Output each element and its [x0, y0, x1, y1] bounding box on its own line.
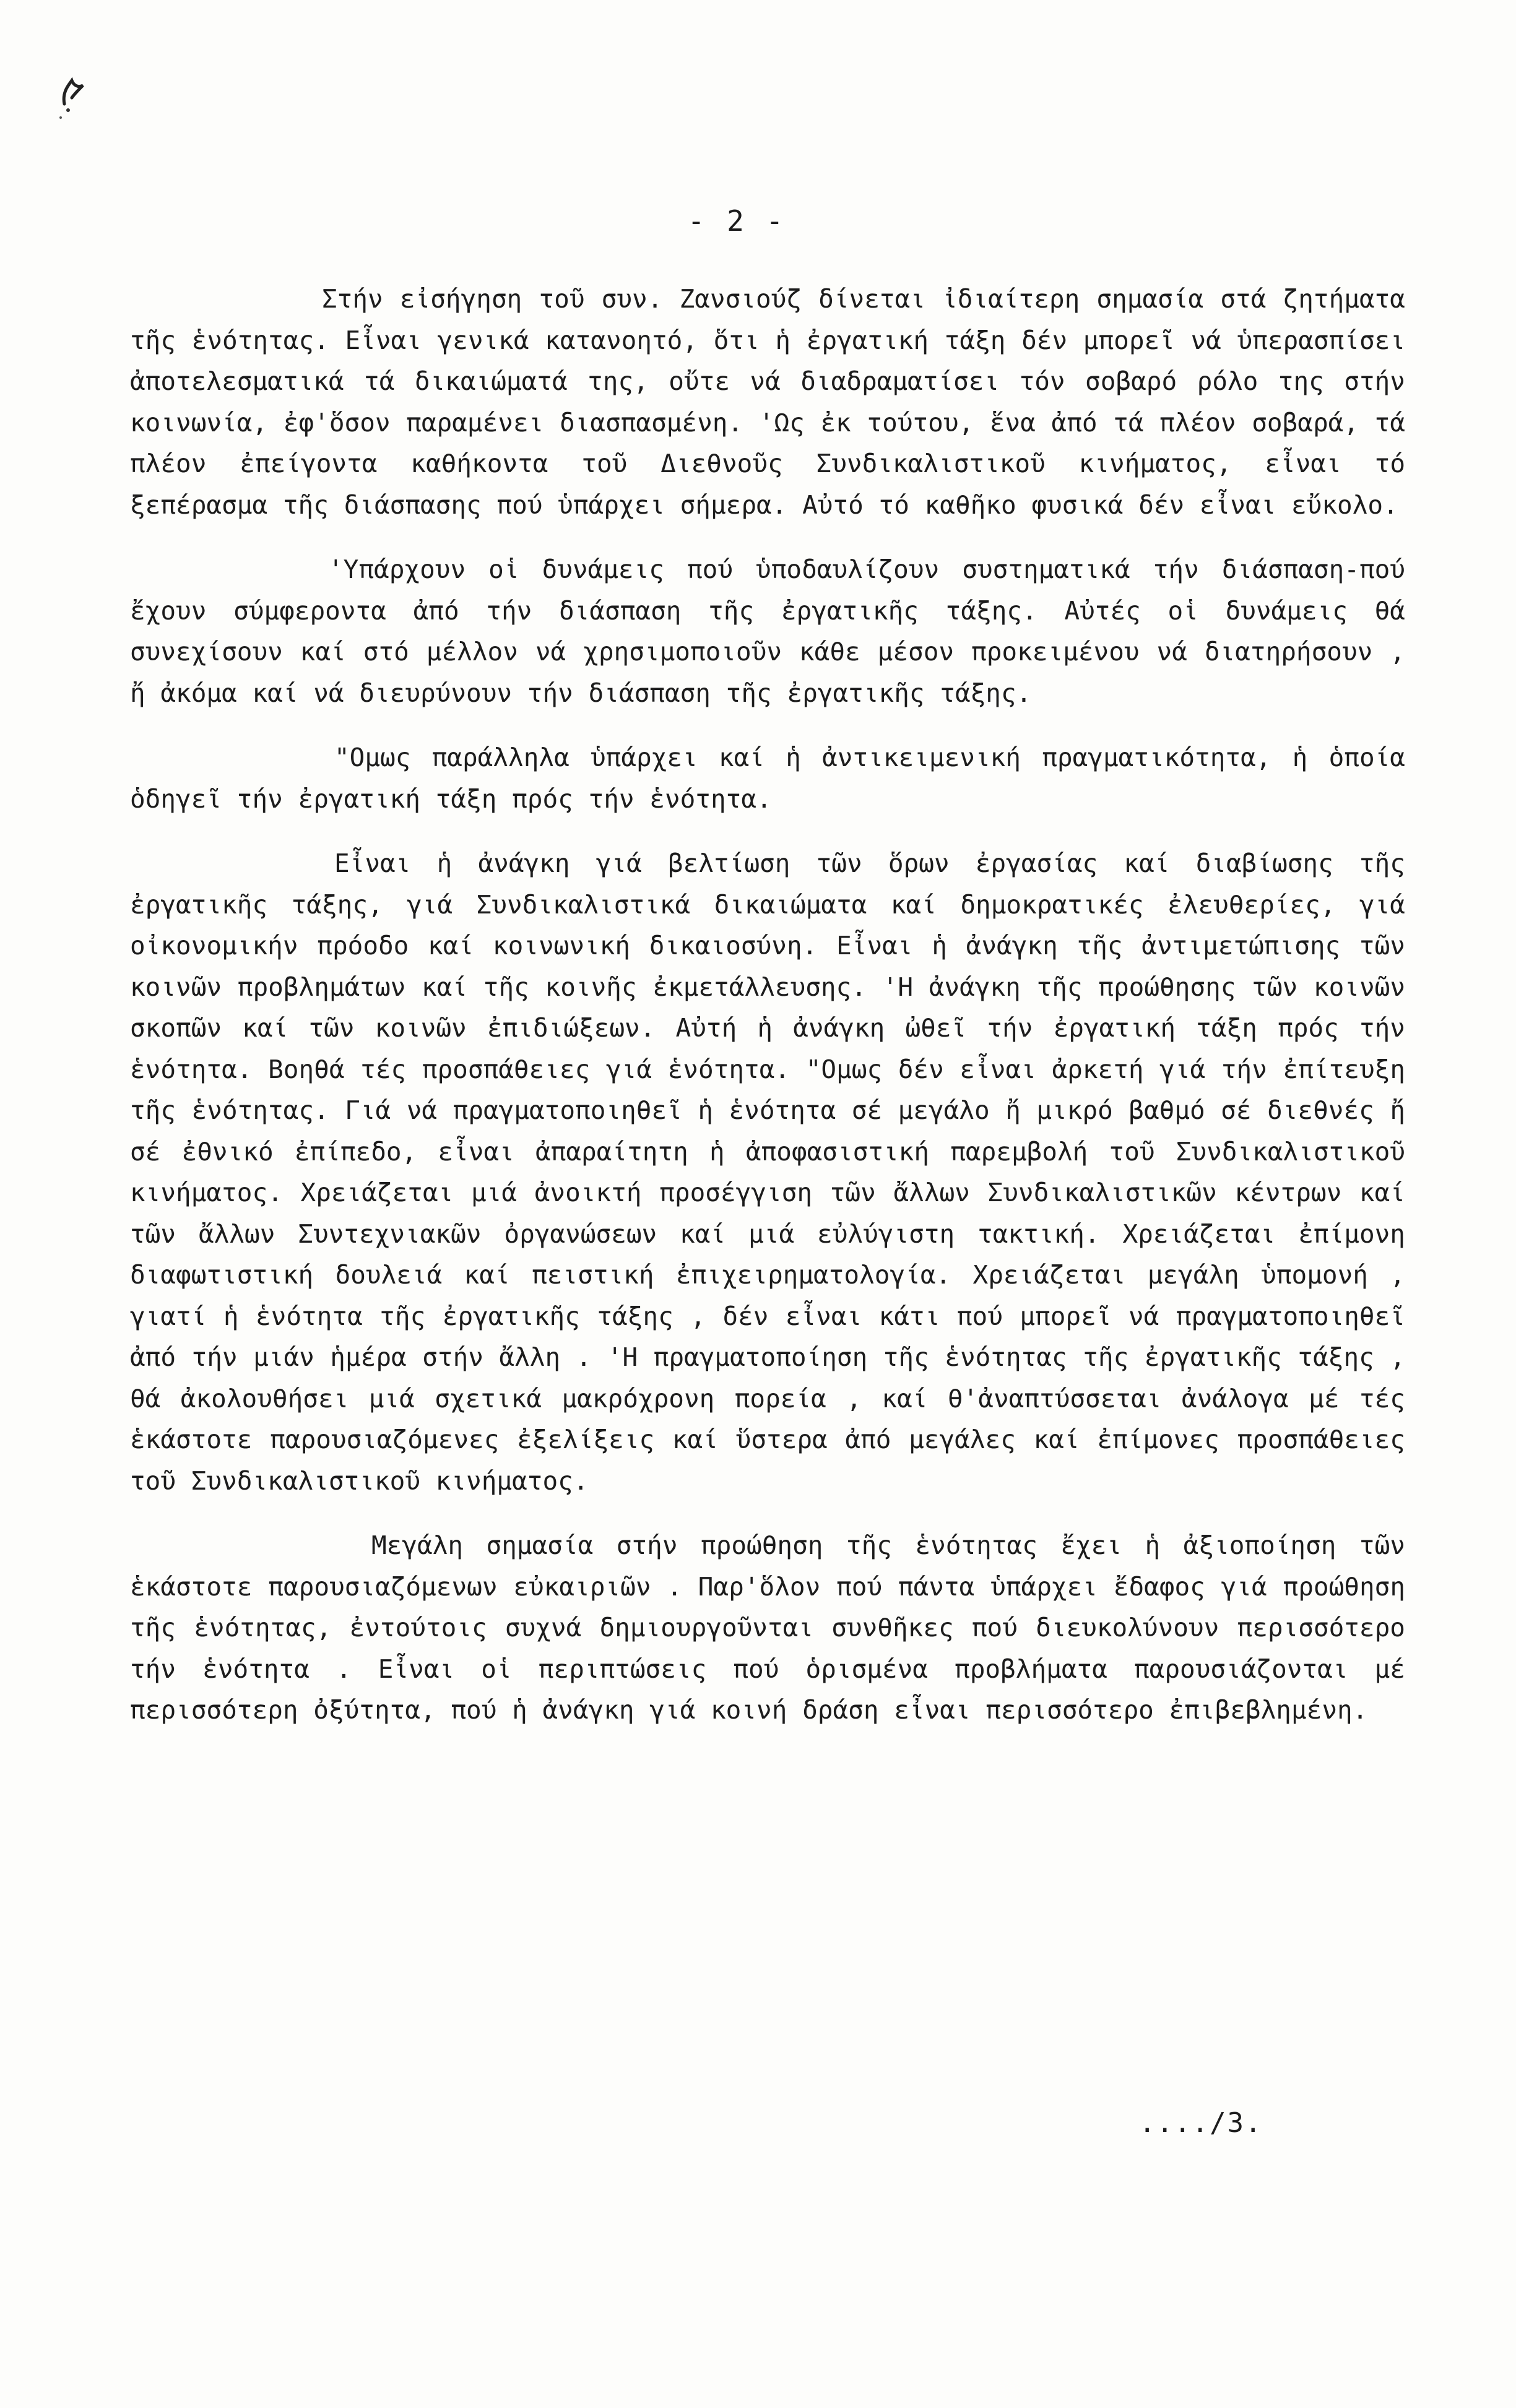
- page-number: - 2 -: [687, 204, 786, 238]
- paragraph-objective-reality: "Ομως παράλληλα ὑπάρχει καί ἡ ἀντικειμενική πραγματικότητα, ἡ ὁποία ὁδηγεῖ τήν ἐργατική τάξη πρός τήν ἑνότητα.: [130, 743, 1405, 814]
- paragraph-divisive-forces: 'Υπάρχουν οἱ δυνάμεις πού ὑποδαυλίζουν συστηματικά τήν διάσπαση-πού ἔχουν σύμφεροντα ἀπό τήν διάσπαση τῆς ἐργατικῆς τάξης. Αὐτές οἱ δυνάμεις θά συνεχίσουν καί στό μέλλον νά χρησιμοποιοῦν κάθε μέσον προκειμένου νά διατηρήσουν , ἤ ἀκόμα καί νά διευρύνουν τήν διάσπαση τῆς ἐργατικῆς τάξης.: [130, 555, 1405, 708]
- continuation-marker: ..../3.: [1139, 2107, 1263, 2139]
- typed-body-text: [130, 278, 1405, 1754]
- paragraph-unity-importance: Στήν εἰσήγηση τοῦ συν. Ζανσιούζ δίνεται ἰδιαίτερη σημασία στά ζητήματα τῆς ἑνότητας. Εἶναι γενικά κατανοητό, ὅτι ἡ ἐργατική τάξη δέν μπορεῖ νά ὑπερασπίσει ἀποτελεσματικά τά δικαιώματά της, οὔτε νά διαδραματίσει τόν σοβαρό ρόλο της στήν κοινωνία, ἐφ'ὅσον παραμένει διασπασμένη. 'Ως ἐκ τούτου, ἕνα ἀπό τά πλέον σοβαρά, τά πλέον ἐπείγοντα καθήκοντα τοῦ Διεθνοῦς Συνδικαλιστικοῦ κινήματος, εἶναι τό ξεπέρασμα τῆς διάσπασης πού ὑπάρχει σήμερα. Αὐτό τό καθῆκο φυσικά δέν εἶναι εὔκολο.: [130, 284, 1405, 520]
- paragraph-need-for-unity: Εἶναι ἡ ἀνάγκη γιά βελτίωση τῶν ὅρων ἐργασίας καί διαβίωσης τῆς ἐργατικῆς τάξης, γιά Συνδικαλιστικά δικαιώματα καί δημοκρατικές ἐλευθερίες, γιά οἰκονομικήν πρόοδο καί κοινωνική δικαιοσύνη. Εἶναι ἡ ἀνάγκη τῆς ἀντιμετώπισης τῶν κοινῶν προβλημάτων καί τῆς κοινῆς ἐκμετάλλευσης. 'Η ἀνάγκη τῆς προώθησης τῶν κοινῶν σκοπῶν καί τῶν κοινῶν ἐπιδιώξεων. Αὐτή ἡ ἀνάγκη ὠθεῖ τήν ἐργατική τάξη πρός τήν ἑνότητα. Βοηθά τές προσπάθειες γιά ἑνότητα. "Ομως δέν εἶναι ἀρκετή γιά τήν ἐπίτευξη τῆς ἑνότητας. Γιά νά πραγματοποιηθεῖ ἡ ἑνότητα σέ μεγάλο ἤ μικρό βαθμό σέ διεθνές ἤ σέ ἐθνικό ἐπίπεδο, εἶναι ἀπαραίτητη ἡ ἀποφασιστική παρεμβολή τοῦ Συνδικαλιστικοῦ κινήματος. Χρειάζεται μιά ἀνοικτή προσέγγιση τῶν ἄλλων Συνδικαλιστικῶν κέντρων καί τῶν ἄλλων Συντεχνιακῶν ὀργανώσεων καί μιά εὐλύγιστη τακτική. Χρειάζεται ἐπίμονη διαφωτιστική δουλειά καί πειστική ἐπιχειρηματολογία. Χρειάζεται μεγάλη ὑπομονή , γιατί ἡ ἑνότητα τῆς ἐργατικῆς τάξης , δέν εἶναι κάτι πού μπορεῖ νά πραγματοποιηθεῖ ἀπό τήν μιάν ἡμέρα στήν ἄλλη . 'Η πραγματοποίηση τῆς ἑνότητας τῆς ἐργατικῆς τάξης , θά ἀκολουθήσει μιά σχετικά μακρόχρονη πορεία , καί θ'ἀναπτύσσεται ἀνάλογα μέ τές ἑκάστοτε παρουσιαζόμενες ἐξελίξεις καί ὕστερα ἀπό μεγάλες καί ἐπίμονες προσπάθειες τοῦ Συνδικαλιστικοῦ κινήματος.: [130, 848, 1405, 1496]
- paragraph-opportunities: Μεγάλη σημασία στήν προώθηση τῆς ἑνότητας ἔχει ἡ ἀξιοποίηση τῶν ἑκάστοτε παρουσιαζόμενων εὐκαιριῶν . Παρ'ὅλον πού πάντα ὑπάρχει ἔδαφος γιά προώθηση τῆς ἑνότητας, ἐντούτοις συχνά δημιουργοῦνται συνθῆκες πού διευκολύνουν περισσότερο τήν ἑνότητα . Εἶναι οἱ περιπτώσεις πού ὁρισμένα προβλήματα παρουσιάζονται μέ περισσότερη ὀξύτητα, πού ἡ ἀνάγκη γιά κοινή δράση εἶναι περισσότερο ἐπιβεβλημένη.: [130, 1530, 1405, 1725]
- handwritten-mark: [53, 67, 90, 123]
